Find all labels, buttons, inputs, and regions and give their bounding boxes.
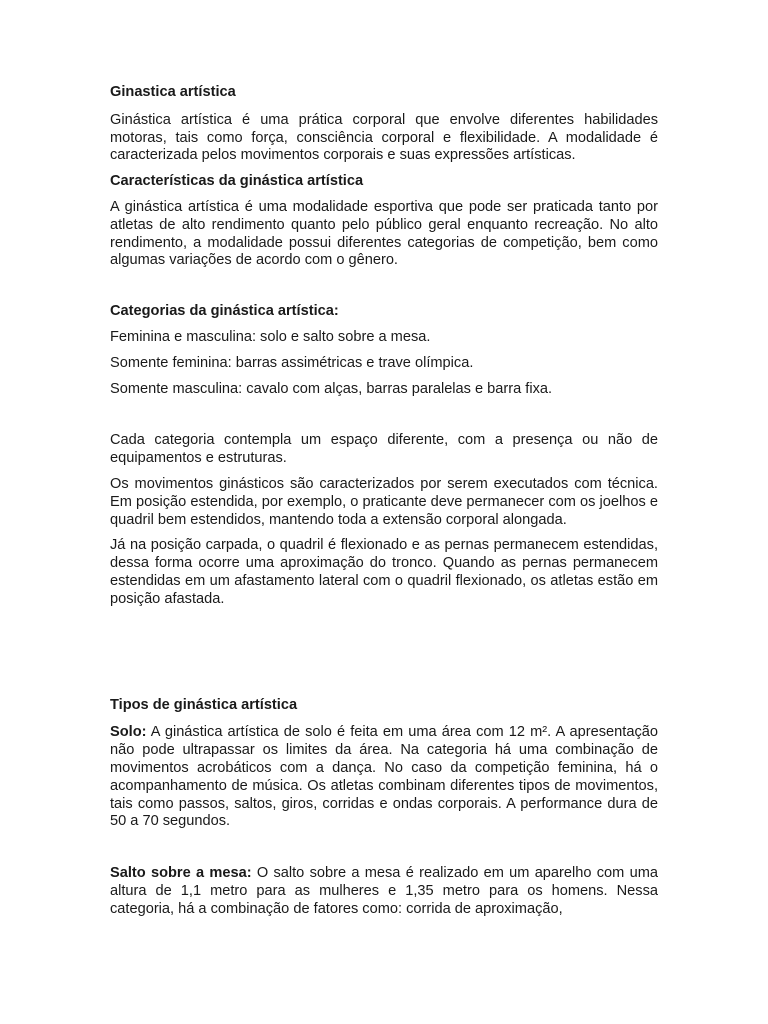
movimentos-paragraph: Os movimentos ginásticos são caracterizados por serem executados com técnica. Em posição estendida, por exemplo, o praticante deve permanecer com os joelhos e quadril bem estendidos, mantendo toda a extensão corporal alongada. [110, 475, 658, 528]
categoria-item: Feminina e masculina: solo e salto sobre a mesa. [110, 328, 431, 345]
carpada-paragraph: Já na posição carpada, o quadril é flexionado e as pernas permanecem estendidas, dessa forma ocorre uma aproximação do tronco. Quando as pernas permanecem estendidas em um afastamento lateral com o quadril flexionado, os atletas estão em posição afastada. [110, 537, 658, 607]
espaco-paragraph: Cada categoria contempla um espaço diferente, com a presença ou não de equipamentos e estruturas. [110, 432, 658, 467]
document-page [110, 80, 658, 919]
salto-paragraph [110, 865, 658, 918]
solo-lead: Solo: [110, 724, 147, 741]
salto-text: O salto sobre a mesa é realizado em um aparelho com uma altura de 1,1 metro para as mulheres e 1,35 metro para os homens. Nessa categoria, há a combinação de fatores como: corrida de aproximação, [110, 865, 658, 917]
section-title-caracteristicas: Características da ginástica artística [110, 173, 364, 190]
solo-paragraph [110, 724, 658, 831]
section-title-tipos: Tipos de ginástica artística [110, 696, 298, 713]
salto-lead: Salto sobre a mesa: [110, 865, 252, 882]
section-title-categorias: Categorias da ginástica artística: [110, 303, 339, 320]
solo-text: A ginástica artística de solo é feita em uma área com 12 m². A apresentação não pode ultrapassar os limites da área. Na categoria há uma combinação de movimentos acrobáticos com a dança. No caso da competição feminina, há o acompanhamento de música. Os atletas combinam diferentes tipos de movimentos, tais como passos, saltos, giros, corridas e ondas corporais. A performance dura de 50 a 70 segundos. [110, 724, 658, 830]
section-title-ginastica: Ginastica artística [110, 84, 236, 100]
caracteristicas-paragraph: A ginástica artística é uma modalidade esportiva que pode ser praticada tanto por atletas de alto rendimento quanto pelo público geral enquanto recreação. No alto rendimento, a modalidade possui diferentes categorias de competição, bem como algumas variações de acordo com o gênero. [110, 198, 658, 269]
categoria-item: Somente feminina: barras assimétricas e trave olímpica. [110, 354, 474, 371]
intro-paragraph: Ginástica artística é uma prática corporal que envolve diferentes habilidades motoras, tais como força, consciência corporal e flexibilidade. A modalidade é caracterizada pelos movimentos corporais e suas expressões artísticas. [110, 111, 658, 164]
categoria-item: Somente masculina: cavalo com alças, barras paralelas e barra fixa. [110, 380, 553, 397]
